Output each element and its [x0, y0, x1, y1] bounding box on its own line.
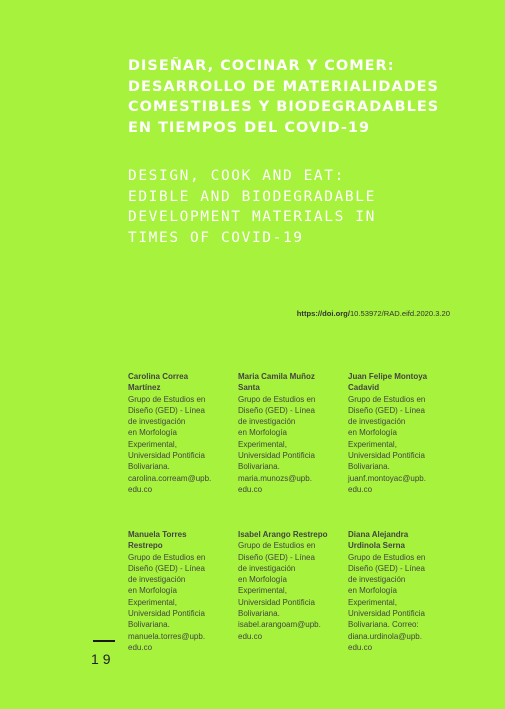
affiliation-line: Experimental, [348, 439, 397, 449]
affiliation-line: Experimental, [238, 586, 287, 596]
affiliation-line: Grupo de Estudios en [128, 552, 206, 562]
author-email[interactable]: edu.co [128, 484, 153, 494]
author-name [348, 371, 448, 394]
affiliation-line: Diseño (GED) - Línea [128, 563, 205, 573]
author-name-line: Isabel Arango Restrepo [238, 530, 328, 539]
author-block [128, 371, 228, 495]
author-email[interactable]: juanf.montoyac@upb. [348, 473, 426, 483]
author-email[interactable]: isabel.arangoam@upb. [238, 620, 321, 630]
author-email[interactable]: edu.co [348, 484, 373, 494]
affiliation-line: Experimental, [238, 439, 287, 449]
title-spanish [128, 56, 468, 138]
affiliation-line: Universidad Pontificia [348, 609, 425, 619]
author-name-line: Cadavid [348, 383, 380, 393]
author-email[interactable]: maria.munozs@upb. [238, 473, 312, 483]
affiliation-line: en Morfología [128, 586, 177, 596]
affiliation-line: Universidad Pontificia [238, 597, 315, 607]
affiliation-line: Universidad Pontificia [128, 451, 205, 461]
author-email[interactable]: edu.co [348, 642, 373, 652]
author-name [128, 371, 228, 394]
author-block [238, 371, 338, 495]
author-name [128, 529, 228, 552]
affiliation-line: Diseño (GED) - Línea [348, 405, 425, 415]
affiliation-line: Grupo de Estudios en [348, 552, 426, 562]
affiliation-line: Universidad Pontificia [348, 451, 425, 461]
author-email[interactable]: manuela.torres@upb. [128, 631, 206, 641]
affiliation-line: Grupo de Estudios en [128, 394, 206, 404]
affiliation-line: en Morfología [348, 428, 397, 438]
affiliation-line: Universidad Pontificia [128, 609, 205, 619]
affiliation-line: Diseño (GED) - Línea [128, 405, 205, 415]
affiliation-line: Bolivariana. [128, 620, 170, 630]
affiliation-line: Bolivariana. [238, 462, 280, 472]
author-name-line: Restrepo [128, 541, 163, 551]
author-name [238, 371, 338, 394]
affiliation-line: de investigación [238, 417, 296, 427]
affiliation-line: Bolivariana. [238, 609, 280, 619]
affiliation-line: Experimental, [348, 597, 397, 607]
author-email[interactable]: diana.urdinola@upb. [348, 631, 422, 641]
author-name-line: Santa [238, 383, 260, 393]
doi-link[interactable] [285, 309, 450, 318]
author-affiliation [128, 552, 228, 654]
author-name [238, 529, 338, 540]
affiliation-line: Experimental, [128, 439, 177, 449]
title-en-line: EDIBLE AND BIODEGRADABLE [128, 188, 376, 205]
title-en-line: TIMES OF COVID-19 [128, 229, 304, 246]
affiliation-line: de investigación [128, 575, 186, 585]
author-name-line: Maria Camila Muñoz [238, 372, 315, 381]
affiliation-line: Bolivariana. [348, 462, 390, 472]
affiliation-line: de investigación [348, 417, 406, 427]
author-name-line: Carolina Correa [128, 372, 189, 381]
author-email[interactable]: edu.co [238, 631, 263, 641]
affiliation-line: de investigación [348, 575, 406, 585]
author-name-line: Manuela Torres [128, 530, 187, 539]
affiliation-line: Bolivariana. [128, 462, 170, 472]
affiliation-line: Diseño (GED) - Línea [348, 563, 425, 573]
doi-prefix: https://doi.org/ [296, 309, 350, 318]
affiliation-line: Universidad Pontificia [238, 451, 315, 461]
author-name-line: Martínez [128, 383, 161, 393]
page-number: 19 [91, 651, 115, 667]
title-es-line: EN TIEMPOS DEL COVID-19 [128, 119, 371, 136]
affiliation-line: Grupo de Estudios en [238, 541, 316, 551]
doi-id: 10.53972/RAD.eifd.2020.3.20 [349, 309, 450, 318]
title-english [128, 166, 468, 248]
title-en-line: DEVELOPMENT MATERIALS IN [128, 209, 376, 225]
affiliation-line: Grupo de Estudios en [238, 394, 316, 404]
page-number-rule [93, 640, 115, 642]
title-en-line: DESIGN, COOK AND EAT: [128, 168, 345, 184]
author-block [128, 529, 228, 653]
author-email[interactable]: edu.co [238, 484, 263, 494]
author-block [348, 371, 448, 495]
affiliation-line: en Morfología [238, 575, 287, 585]
affiliation-line: Experimental, [128, 597, 177, 607]
title-es-line: DISEÑAR, COCINAR Y COMER: [128, 58, 395, 74]
author-name-line: Diana Alejandra [348, 530, 409, 539]
author-email[interactable]: carolina.corream@upb. [128, 473, 212, 483]
author-name [348, 529, 448, 552]
affiliation-line: de investigación [128, 417, 186, 427]
affiliation-line: Diseño (GED) - Línea [238, 405, 315, 415]
author-affiliation [238, 394, 338, 496]
affiliation-line: en Morfología [238, 428, 287, 438]
affiliation-line: de investigación [238, 563, 296, 573]
affiliation-line: Diseño (GED) - Línea [238, 552, 315, 562]
affiliation-line: en Morfología [348, 586, 397, 596]
affiliation-line: Bolivariana. Correo: [348, 620, 419, 630]
author-affiliation [348, 552, 448, 654]
title-es-line: DESARROLLO DE MATERIALIDADES [128, 78, 439, 95]
title-es-line: COMESTIBLES Y BIODEGRADABLES [128, 99, 440, 115]
author-block [348, 529, 448, 653]
author-affiliation [128, 394, 228, 496]
author-affiliation [238, 540, 338, 642]
author-block [238, 529, 338, 642]
author-email[interactable]: edu.co [128, 642, 153, 652]
affiliation-line: en Morfología [128, 428, 177, 438]
affiliation-line: Grupo de Estudios en [348, 394, 426, 404]
author-name-line: Urdinola Serna [348, 541, 405, 551]
author-affiliation [348, 394, 448, 496]
author-name-line: Juan Felipe Montoya [348, 372, 428, 381]
